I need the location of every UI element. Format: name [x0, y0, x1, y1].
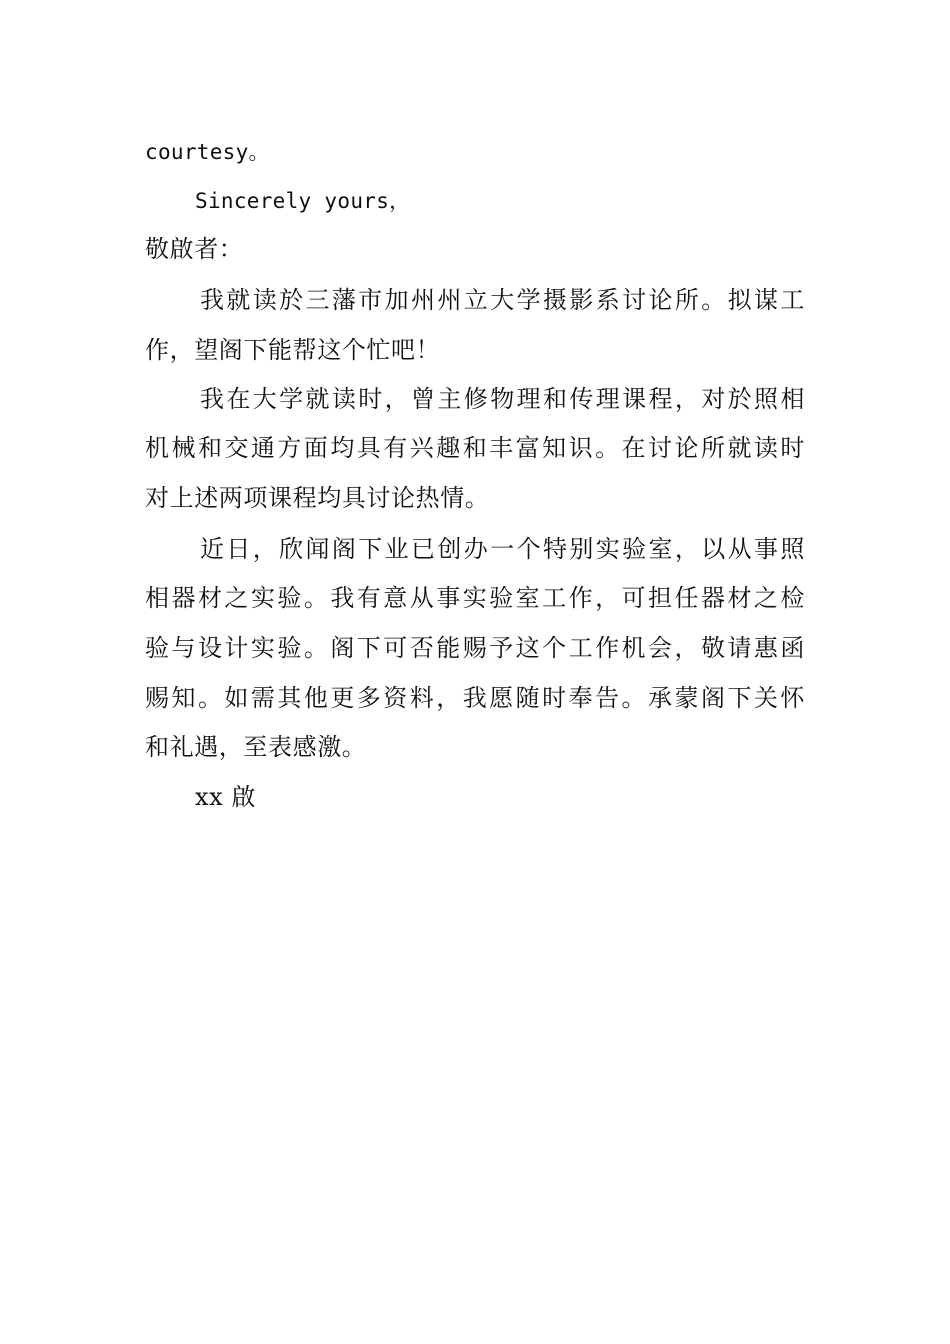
paragraph-2-line-2: 机械和交通方面均具有兴趣和丰富知识。在讨论所就读时	[145, 434, 805, 462]
closing-fragment: courtesy。	[145, 140, 270, 164]
paragraph-1-line-2: 作，望阁下能帮这个忙吧！	[145, 336, 441, 364]
paragraph-3-line-4: 赐知。如需其他更多资料，我愿随时奉告。承蒙阁下关怀	[145, 684, 805, 712]
closing-sincerely: Sincerely yours，	[195, 189, 411, 213]
paragraph-3-line-2: 相器材之实验。我有意从事实验室工作，可担任器材之检	[145, 584, 805, 612]
paragraph-1-line-1: 我就读於三藩市加州州立大学摄影系讨论所。拟谋工	[200, 286, 805, 314]
paragraph-2-line-3: 对上述两项课程均具讨论热情。	[145, 484, 490, 512]
paragraph-3-line-3: 验与设计实验。阁下可否能赐予这个工作机会，敬请惠函	[145, 634, 805, 662]
paragraph-2-line-1: 我在大学就读时，曾主修物理和传理课程，对於照相	[200, 385, 805, 413]
signature: xx 啟	[195, 783, 257, 811]
paragraph-3-line-5: 和礼遇，至表感激。	[145, 733, 367, 761]
salutation: 敬啟者：	[145, 235, 244, 263]
paragraph-3-line-1: 近日，欣闻阁下业已创办一个特别实验室，以从事照	[200, 535, 805, 563]
